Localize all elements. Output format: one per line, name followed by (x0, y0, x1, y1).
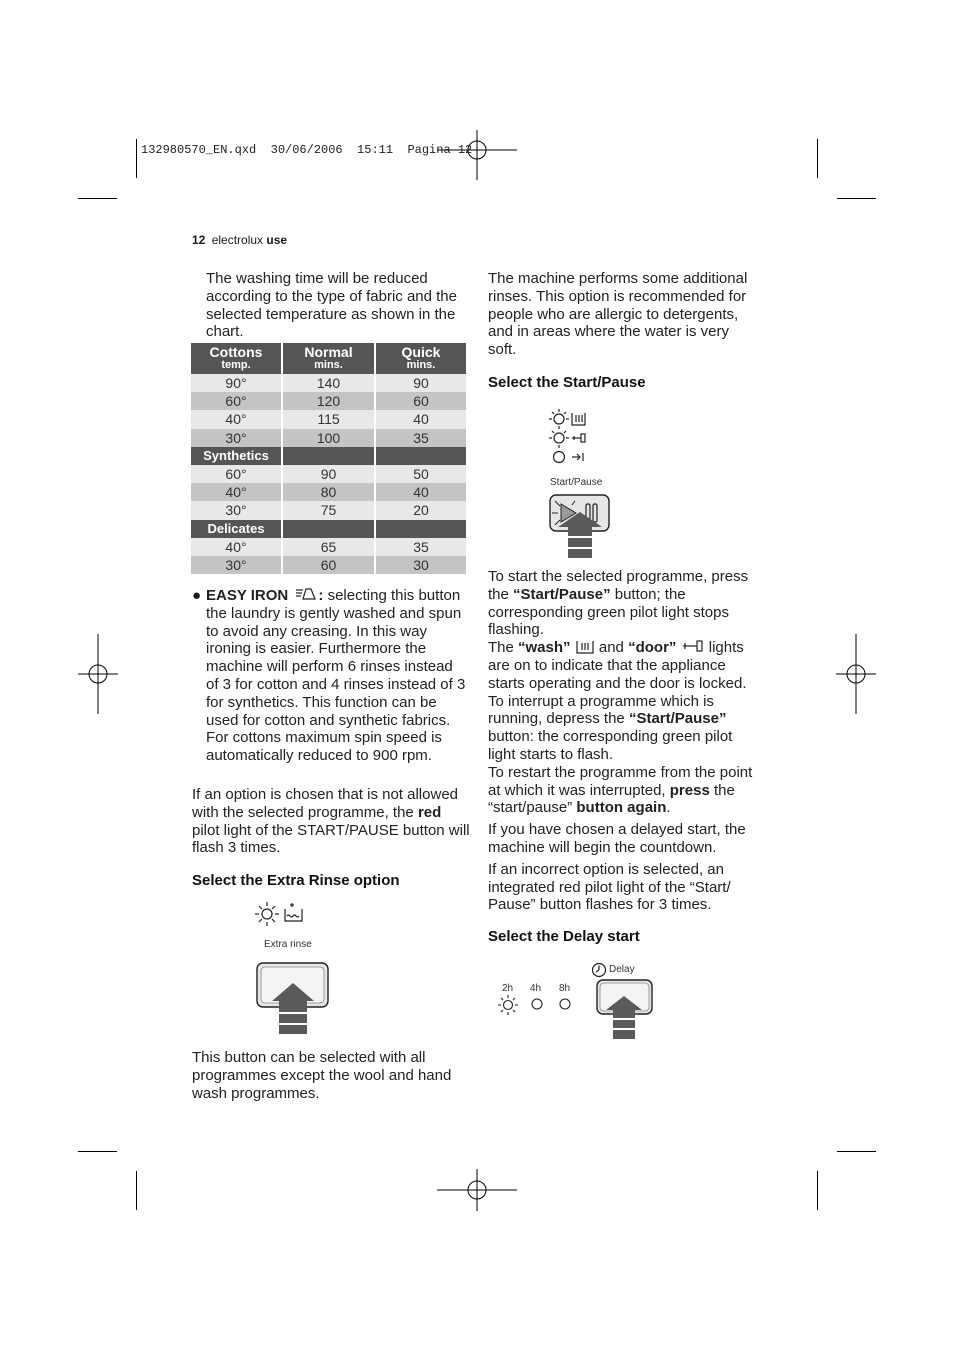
table-section-row (191, 447, 466, 465)
table-header-cell (376, 343, 466, 374)
header-title: Cottons (209, 343, 263, 360)
delay-option-8h: 8h (559, 983, 571, 994)
section-name: use (266, 233, 288, 247)
delay-caption: Delay (609, 964, 635, 975)
table-cell: 60 (283, 556, 374, 574)
restart-paragraph: To restart the programme from the point at which it was interrupted, press the “start/pause” button again. (488, 763, 753, 817)
easy-iron-item (192, 587, 468, 765)
start-pause-button[interactable] (549, 494, 611, 560)
washing-time-table (189, 343, 468, 574)
delay-4h-light-icon (530, 997, 544, 1011)
table-header-cell (191, 343, 281, 374)
start-pause-instructions (488, 568, 764, 914)
table-cell: 40 (376, 483, 466, 501)
table-header-row (191, 343, 466, 374)
table-section-row (191, 520, 466, 538)
option-note-red: red (417, 803, 442, 821)
table-row (191, 556, 466, 574)
table-header-cell (283, 343, 374, 374)
print-header: 132980570_EN.qxd 30/06/2006 15:11 Pagina 12 (141, 143, 473, 157)
delay-start-heading: Select the Delay start (488, 928, 640, 945)
table-cell: 90 (283, 465, 374, 483)
table-row (191, 538, 466, 556)
table-cell: 40 (376, 410, 466, 428)
extra-rinse-light-icon (254, 899, 308, 929)
table-cell: 90° (191, 374, 281, 392)
page-number: 12 (192, 233, 206, 247)
extra-rinse-note: This button can be selected with all programmes except the wool and hand wash programmes. (192, 1049, 452, 1102)
table-cell: 75 (283, 501, 374, 519)
table-row (191, 465, 466, 483)
table-section-cell (283, 447, 374, 465)
lights-paragraph: The “wash” and “door” lights are on to indicate that the appliance starts operating and the door is locked. (488, 639, 747, 692)
table-cell: 60° (191, 392, 281, 410)
header-title: Normal (304, 343, 353, 360)
status-lights-icon (546, 405, 592, 467)
table-cell: 40° (191, 483, 281, 501)
table-row (191, 410, 466, 428)
header-unit: temp. (221, 358, 251, 371)
clock-icon (591, 962, 607, 978)
table-cell: 60° (191, 465, 281, 483)
door-lock-icon (681, 639, 705, 653)
table-row (191, 374, 466, 392)
table-section-cell: Synthetics (191, 447, 281, 465)
delay-option-2h: 2h (502, 983, 514, 994)
page-header (192, 233, 287, 247)
washing-time-intro: The washing time will be reduced according to the type of fabric and the selected temperature as shown in the chart. (206, 270, 457, 341)
registration-mark-right-icon (836, 634, 876, 714)
table-section-cell (283, 520, 374, 538)
extra-rinse-description: The machine performs some additional rinses. This option is recommended for people who are allergic to detergents, and in areas where the water is very soft. (488, 270, 748, 359)
table-cell: 65 (283, 538, 374, 556)
table-cell: 30° (191, 429, 281, 447)
table-section-cell (376, 520, 466, 538)
table-cell: 120 (283, 392, 374, 410)
table-cell: 30° (191, 501, 281, 519)
table-cell: 100 (283, 429, 374, 447)
delay-button[interactable] (596, 979, 654, 1041)
easy-iron-colon: : (318, 587, 324, 604)
table-row (191, 501, 466, 519)
table-cell: 140 (283, 374, 374, 392)
table-cell: 35 (376, 429, 466, 447)
table-row (191, 429, 466, 447)
table-row (191, 392, 466, 410)
registration-mark-bottom-icon (437, 1169, 517, 1211)
extra-rinse-heading: Select the Extra Rinse option (192, 872, 400, 889)
table-cell: 20 (376, 501, 466, 519)
table-row (191, 483, 466, 501)
start-pause-heading: Select the Start/Pause (488, 374, 646, 391)
easy-iron-text: selecting this button the laundry is gently washed and spun to avoid any creasing. In this way ironing is easier. Furthermore the machine will perform 6 rinses instead of 3 for cotton and 4 rinses instead of 3 for synthetics. This function can be used for cotton and synthetic fabrics. For cottons maximum spin speed is automatically reduced to 900 rpm. (206, 587, 466, 765)
delay-option-4h: 4h (530, 983, 542, 994)
option-note-part1: If an option is chosen that is not allowed with the selected programme, the (192, 786, 459, 821)
option-note-part2: pilot light of the START/PAUSE button will flash 3 times. (192, 821, 470, 857)
table-cell: 35 (376, 538, 466, 556)
table-cell: 30° (191, 556, 281, 574)
table-cell: 50 (376, 465, 466, 483)
table-section-cell (376, 447, 466, 465)
delay-8h-light-icon (558, 997, 572, 1011)
table-cell: 80 (283, 483, 374, 501)
extra-rinse-caption: Extra rinse (264, 939, 312, 950)
brand-name: electrolux (211, 233, 264, 247)
delay-2h-light-icon (496, 993, 520, 1017)
table-cell: 60 (376, 392, 466, 410)
incorrect-option-paragraph: If an incorrect option is selected, an integrated red pilot light of the “Start/ Pause” button flashes for 3 times. (488, 860, 731, 914)
start-pause-caption: Start/Pause (550, 477, 603, 488)
registration-mark-left-icon (78, 634, 118, 714)
table-cell: 40° (191, 538, 281, 556)
wash-icon (575, 640, 595, 654)
header-title: Quick (401, 343, 441, 360)
start-paragraph: To start the selected programme, press the “Start/Pause” button; the corresponding green pilot light stops flashing. (488, 568, 749, 639)
header-unit: mins. (406, 358, 436, 371)
delayed-start-paragraph: If you have chosen a delayed start, the machine will begin the countdown. (488, 821, 746, 856)
bullet: ● (192, 587, 202, 604)
option-note (192, 786, 470, 857)
table-cell: 40° (191, 410, 281, 428)
table-cell: 30 (376, 556, 466, 574)
extra-rinse-button[interactable] (256, 962, 330, 1038)
table-section-cell: Delicates (191, 520, 281, 538)
easy-iron-icon (295, 587, 317, 601)
header-unit: mins. (314, 358, 343, 371)
table-cell: 90 (376, 374, 466, 392)
easy-iron-title: EASY IRON (206, 587, 289, 604)
table-cell: 115 (283, 410, 374, 428)
interrupt-paragraph: To interrupt a programme which is running, depress the “Start/Pause” button: the corresponding green pilot light starts to flash. (488, 692, 733, 763)
